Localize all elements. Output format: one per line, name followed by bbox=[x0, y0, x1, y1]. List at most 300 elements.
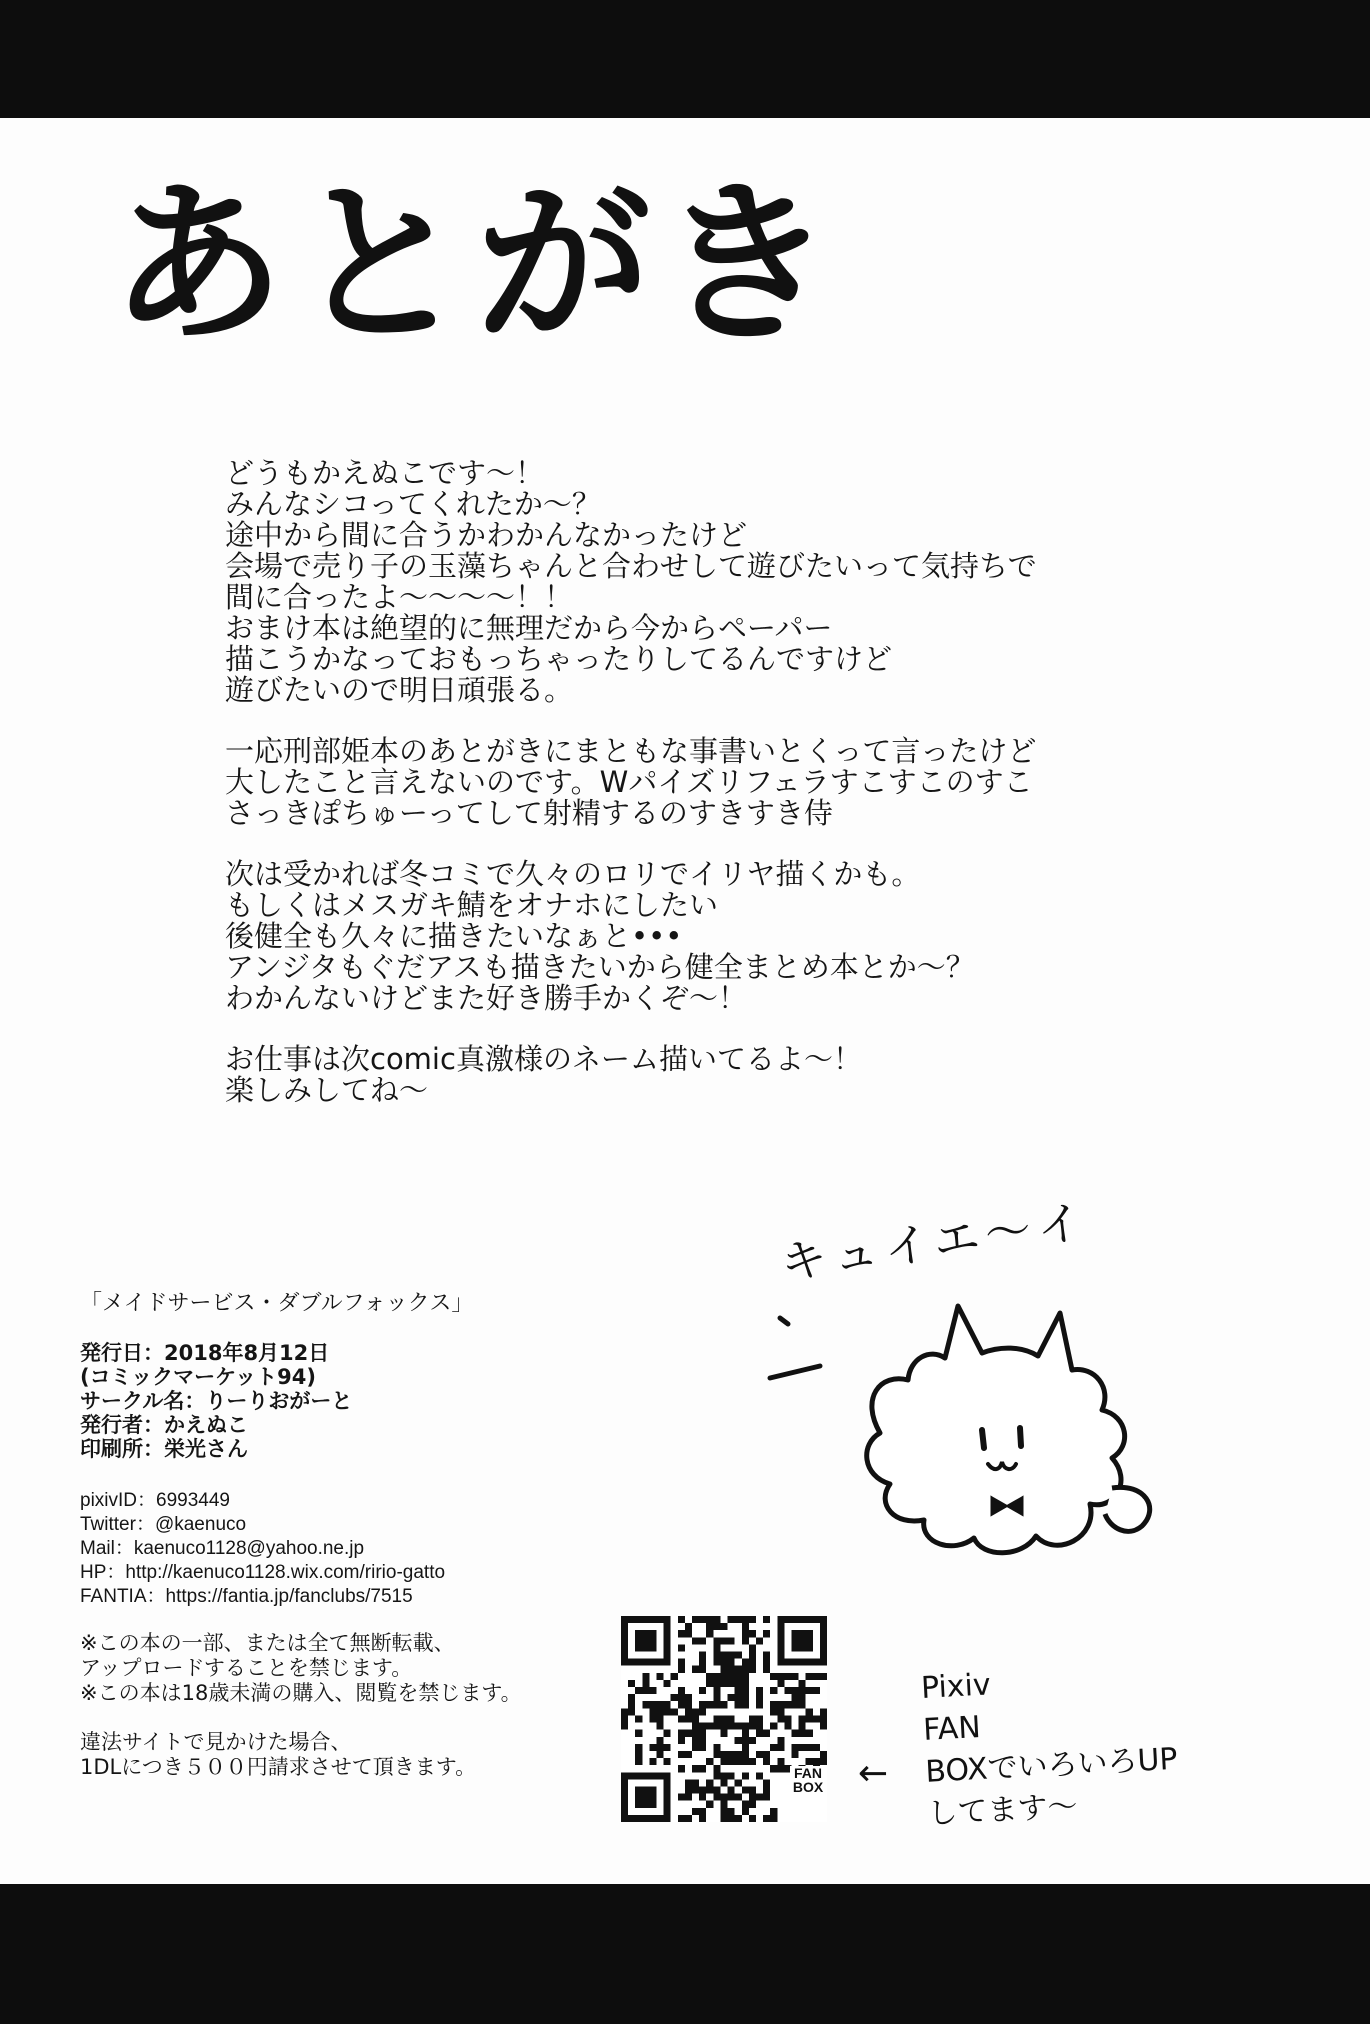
qr-module bbox=[735, 1751, 742, 1758]
qr-module bbox=[628, 1815, 635, 1822]
qr-module bbox=[784, 1687, 791, 1694]
qr-module bbox=[763, 1815, 770, 1822]
qr-module bbox=[635, 1758, 642, 1765]
qr-module bbox=[806, 1659, 813, 1666]
qr-module bbox=[621, 1652, 628, 1659]
qr-module bbox=[664, 1786, 671, 1793]
qr-module bbox=[720, 1730, 727, 1737]
qr-module bbox=[806, 1637, 813, 1644]
qr-module bbox=[728, 1772, 735, 1779]
qr-module bbox=[756, 1772, 763, 1779]
qr-module bbox=[777, 1715, 784, 1722]
qr-module bbox=[649, 1616, 656, 1623]
qr-module bbox=[784, 1616, 791, 1623]
qr-module bbox=[692, 1666, 699, 1673]
twitter-handle: Twitter：@kaenuco bbox=[80, 1514, 247, 1535]
text-line: 途中から間に合うかわかんなかったけど bbox=[225, 518, 748, 552]
qr-module bbox=[791, 1730, 798, 1737]
qr-module bbox=[784, 1723, 791, 1730]
qr-module bbox=[692, 1723, 699, 1730]
qr-module bbox=[635, 1730, 642, 1737]
qr-module bbox=[742, 1786, 749, 1793]
qr-module bbox=[813, 1673, 820, 1680]
qr-module bbox=[777, 1744, 784, 1751]
qr-module bbox=[635, 1715, 642, 1722]
qr-module bbox=[692, 1779, 699, 1786]
qr-module bbox=[635, 1630, 642, 1637]
qr-module bbox=[664, 1758, 671, 1765]
qr-module bbox=[720, 1758, 727, 1765]
page-title: あとがき bbox=[110, 164, 842, 367]
qr-module bbox=[699, 1786, 706, 1793]
qr-module bbox=[728, 1666, 735, 1673]
qr-module bbox=[777, 1701, 784, 1708]
piracy-warning bbox=[80, 1730, 680, 1780]
qr-module bbox=[642, 1794, 649, 1801]
qr-module bbox=[742, 1680, 749, 1687]
qr-module bbox=[749, 1666, 756, 1673]
qr-module bbox=[806, 1673, 813, 1680]
warning-line: 違法サイトで見かけた場合、 bbox=[80, 1730, 352, 1754]
copyright-notes bbox=[80, 1631, 680, 1706]
qr-module bbox=[699, 1744, 706, 1751]
qr-module bbox=[756, 1723, 763, 1730]
qr-module bbox=[777, 1708, 784, 1715]
qr-module bbox=[749, 1786, 756, 1793]
qr-module bbox=[699, 1701, 706, 1708]
qr-module bbox=[713, 1701, 720, 1708]
qr-module bbox=[742, 1744, 749, 1751]
qr-module bbox=[621, 1715, 628, 1722]
text-line: 一応刑部姫本のあとがきにまともな事書いとくって言ったけど bbox=[225, 734, 1037, 768]
note-line: FAN bbox=[922, 1709, 982, 1748]
qr-module bbox=[735, 1694, 742, 1701]
qr-module bbox=[621, 1772, 628, 1779]
qr-module bbox=[820, 1616, 827, 1623]
qr-module bbox=[685, 1730, 692, 1737]
qr-module bbox=[692, 1715, 699, 1722]
qr-module bbox=[742, 1659, 749, 1666]
fluffy-cat-doodle bbox=[760, 1258, 1180, 1578]
qr-module bbox=[713, 1744, 720, 1751]
qr-module bbox=[678, 1644, 685, 1651]
qr-module bbox=[799, 1616, 806, 1623]
text-line: お仕事は次comic真激様のネーム描いてるよ～！ bbox=[225, 1042, 862, 1076]
qr-module bbox=[791, 1659, 798, 1666]
qr-module bbox=[742, 1637, 749, 1644]
qr-module bbox=[678, 1666, 685, 1673]
qr-module bbox=[728, 1815, 735, 1822]
qr-module bbox=[699, 1659, 706, 1666]
qr-module bbox=[763, 1794, 770, 1801]
note-line: してます～ bbox=[926, 1788, 1079, 1832]
publication-info bbox=[80, 1341, 680, 1461]
qr-module bbox=[678, 1794, 685, 1801]
qr-module bbox=[763, 1616, 770, 1623]
qr-module bbox=[671, 1673, 678, 1680]
publisher: 発行者：かえぬこ bbox=[80, 1413, 248, 1437]
text-line: 描こうかなっておもっちゃったりしてるんですけど bbox=[225, 642, 893, 676]
qr-module bbox=[678, 1659, 685, 1666]
qr-module bbox=[728, 1694, 735, 1701]
qr-module bbox=[735, 1673, 742, 1680]
qr-module bbox=[642, 1616, 649, 1623]
qr-module bbox=[685, 1623, 692, 1630]
text-line: おまけ本は絶望的に無理だから今からペーパー bbox=[225, 611, 833, 645]
qr-module bbox=[713, 1644, 720, 1651]
qr-module bbox=[735, 1687, 742, 1694]
qr-module bbox=[664, 1630, 671, 1637]
book-title: 「メイドサービス・ダブルフォックス」 bbox=[80, 1291, 474, 1316]
qr-module bbox=[664, 1637, 671, 1644]
qr-module bbox=[664, 1652, 671, 1659]
qr-module bbox=[678, 1751, 685, 1758]
qr-module bbox=[749, 1659, 756, 1666]
qr-module bbox=[642, 1637, 649, 1644]
qr-module bbox=[820, 1630, 827, 1637]
qr-module bbox=[664, 1815, 671, 1822]
fantia-url: FANTIA：https://fantia.jp/fanclubs/7515 bbox=[80, 1586, 413, 1607]
qr-module bbox=[784, 1715, 791, 1722]
qr-module bbox=[649, 1659, 656, 1666]
qr-module bbox=[742, 1623, 749, 1630]
qr-module bbox=[642, 1772, 649, 1779]
qr-module bbox=[806, 1687, 813, 1694]
qr-module bbox=[720, 1715, 727, 1722]
qr-module bbox=[763, 1730, 770, 1737]
text-line: 楽しみしてね～ bbox=[225, 1073, 429, 1107]
qr-module bbox=[820, 1715, 827, 1722]
qr-module bbox=[699, 1794, 706, 1801]
qr-module bbox=[692, 1808, 699, 1815]
qr-module bbox=[777, 1644, 784, 1651]
qr-module bbox=[735, 1758, 742, 1765]
qr-module bbox=[720, 1808, 727, 1815]
qr-module bbox=[720, 1637, 727, 1644]
qr-module bbox=[664, 1794, 671, 1801]
qr-module bbox=[635, 1772, 642, 1779]
qr-module bbox=[770, 1673, 777, 1680]
qr-module bbox=[756, 1687, 763, 1694]
qr-module bbox=[685, 1786, 692, 1793]
qr-module bbox=[720, 1801, 727, 1808]
qr-module bbox=[657, 1744, 664, 1751]
qr-module bbox=[820, 1659, 827, 1666]
qr-module bbox=[770, 1708, 777, 1715]
qr-module bbox=[713, 1673, 720, 1680]
qr-module bbox=[756, 1694, 763, 1701]
qr-module bbox=[664, 1644, 671, 1651]
qr-module bbox=[728, 1786, 735, 1793]
qr-module bbox=[642, 1786, 649, 1793]
qr-module bbox=[720, 1794, 727, 1801]
qr-module bbox=[621, 1723, 628, 1730]
qr-module bbox=[806, 1644, 813, 1651]
qr-module bbox=[621, 1616, 628, 1623]
qr-module bbox=[649, 1744, 656, 1751]
qr-module bbox=[799, 1694, 806, 1701]
qr-module bbox=[806, 1744, 813, 1751]
qr-module bbox=[756, 1701, 763, 1708]
qr-module bbox=[685, 1630, 692, 1637]
publish-date: 発行日：2018年8月12日 bbox=[80, 1341, 330, 1365]
qr-module bbox=[742, 1758, 749, 1765]
qr-module bbox=[742, 1666, 749, 1673]
qr-module bbox=[664, 1808, 671, 1815]
afterword-body bbox=[225, 458, 1285, 1136]
qr-module bbox=[777, 1652, 784, 1659]
qr-module bbox=[770, 1808, 777, 1815]
qr-module bbox=[749, 1715, 756, 1722]
qr-module bbox=[784, 1659, 791, 1666]
paragraph-osakabehime bbox=[225, 736, 1285, 829]
qr-module bbox=[699, 1708, 706, 1715]
qr-module bbox=[678, 1765, 685, 1772]
qr-module bbox=[777, 1765, 784, 1772]
qr-module bbox=[770, 1701, 777, 1708]
qr-module bbox=[763, 1786, 770, 1793]
qr-module bbox=[635, 1801, 642, 1808]
qr-module bbox=[692, 1786, 699, 1793]
fanbox-qr-label bbox=[790, 1766, 826, 1794]
qr-module bbox=[692, 1765, 699, 1772]
qr-module bbox=[763, 1666, 770, 1673]
qr-module bbox=[799, 1715, 806, 1722]
qr-module bbox=[664, 1730, 671, 1737]
qr-module bbox=[706, 1758, 713, 1765]
qr-module bbox=[657, 1751, 664, 1758]
qr-module bbox=[763, 1779, 770, 1786]
qr-module bbox=[664, 1801, 671, 1808]
qr-module bbox=[713, 1616, 720, 1623]
qr-module bbox=[713, 1772, 720, 1779]
qr-module bbox=[742, 1673, 749, 1680]
qr-module bbox=[742, 1723, 749, 1730]
qr-module bbox=[699, 1652, 706, 1659]
qr-module bbox=[699, 1730, 706, 1737]
qr-module bbox=[735, 1737, 742, 1744]
qr-module bbox=[664, 1779, 671, 1786]
qr-module bbox=[635, 1659, 642, 1666]
qr-module bbox=[706, 1673, 713, 1680]
qr-module bbox=[706, 1801, 713, 1808]
qr-module bbox=[799, 1687, 806, 1694]
fanbox-note bbox=[920, 1649, 1288, 1836]
qr-module bbox=[713, 1751, 720, 1758]
qr-module bbox=[763, 1758, 770, 1765]
qr-module bbox=[742, 1808, 749, 1815]
qr-module bbox=[791, 1694, 798, 1701]
qr-module bbox=[770, 1687, 777, 1694]
qr-module bbox=[799, 1680, 806, 1687]
qr-module bbox=[763, 1630, 770, 1637]
qr-label-line: BOX bbox=[792, 1779, 824, 1795]
note-line: アップロードすることを禁じます。 bbox=[80, 1656, 413, 1680]
qr-module bbox=[713, 1659, 720, 1666]
qr-module bbox=[699, 1687, 706, 1694]
qr-module bbox=[621, 1786, 628, 1793]
qr-module bbox=[685, 1815, 692, 1822]
qr-module bbox=[777, 1623, 784, 1630]
qr-module bbox=[642, 1644, 649, 1651]
qr-module bbox=[742, 1687, 749, 1694]
qr-module bbox=[820, 1652, 827, 1659]
qr-module bbox=[763, 1652, 770, 1659]
qr-module bbox=[735, 1652, 742, 1659]
qr-module bbox=[749, 1630, 756, 1637]
note-line: BOXでいろいろUP bbox=[924, 1741, 1179, 1790]
qr-module bbox=[720, 1779, 727, 1786]
qr-module bbox=[678, 1715, 685, 1722]
qr-module bbox=[621, 1623, 628, 1630]
qr-module bbox=[820, 1708, 827, 1715]
qr-module bbox=[621, 1630, 628, 1637]
text-line: 間に合ったよ～～～～！！ bbox=[225, 580, 574, 614]
qr-module bbox=[728, 1751, 735, 1758]
qr-module bbox=[763, 1659, 770, 1666]
qr-module bbox=[699, 1808, 706, 1815]
qr-module bbox=[791, 1630, 798, 1637]
qr-module bbox=[728, 1673, 735, 1680]
qr-module bbox=[642, 1673, 649, 1680]
qr-module bbox=[706, 1701, 713, 1708]
text-line: 遊びたいので明日頑張る。 bbox=[225, 673, 574, 707]
qr-module bbox=[742, 1616, 749, 1623]
qr-module bbox=[777, 1673, 784, 1680]
qr-module bbox=[649, 1644, 656, 1651]
qr-module bbox=[728, 1659, 735, 1666]
qr-module bbox=[735, 1666, 742, 1673]
qr-module bbox=[720, 1673, 727, 1680]
qr-module bbox=[685, 1779, 692, 1786]
qr-module bbox=[791, 1744, 798, 1751]
qr-module bbox=[813, 1659, 820, 1666]
qr-module bbox=[813, 1744, 820, 1751]
paragraph-greeting bbox=[225, 458, 1285, 706]
qr-module bbox=[635, 1786, 642, 1793]
qr-module bbox=[735, 1815, 742, 1822]
qr-module bbox=[749, 1644, 756, 1651]
qr-module bbox=[720, 1723, 727, 1730]
qr-module bbox=[791, 1673, 798, 1680]
qr-module bbox=[749, 1794, 756, 1801]
qr-module bbox=[791, 1687, 798, 1694]
qr-module bbox=[728, 1723, 735, 1730]
qr-module bbox=[621, 1659, 628, 1666]
qr-module bbox=[671, 1708, 678, 1715]
qr-module bbox=[657, 1737, 664, 1744]
qr-module bbox=[621, 1794, 628, 1801]
text-line: どうもかえぬこです～！ bbox=[225, 456, 545, 490]
qr-module bbox=[713, 1652, 720, 1659]
qr-module bbox=[820, 1723, 827, 1730]
pixiv-id: pixivID：6993449 bbox=[80, 1490, 230, 1511]
qr-module bbox=[713, 1623, 720, 1630]
qr-module bbox=[728, 1680, 735, 1687]
qr-module bbox=[791, 1644, 798, 1651]
qr-module bbox=[692, 1744, 699, 1751]
qr-module bbox=[799, 1644, 806, 1651]
qr-module bbox=[770, 1723, 777, 1730]
qr-module bbox=[706, 1623, 713, 1630]
qr-module bbox=[621, 1801, 628, 1808]
qr-module bbox=[713, 1680, 720, 1687]
note-line: Pixiv bbox=[920, 1667, 992, 1706]
qr-module bbox=[728, 1652, 735, 1659]
note-line: ※この本の一部、または全て無断転載、 bbox=[80, 1631, 455, 1655]
text-line: 会場で売り子の玉藻ちゃんと合わせして遊びたいって気持ちで bbox=[225, 549, 1037, 583]
qr-module bbox=[784, 1701, 791, 1708]
qr-module bbox=[735, 1616, 742, 1623]
qr-module bbox=[806, 1630, 813, 1637]
motion-lines bbox=[770, 1318, 820, 1378]
qr-module bbox=[706, 1616, 713, 1623]
afterword-page bbox=[0, 118, 1370, 1884]
qr-module bbox=[713, 1715, 720, 1722]
qr-module bbox=[728, 1637, 735, 1644]
qr-module bbox=[649, 1715, 656, 1722]
qr-module bbox=[777, 1758, 784, 1765]
paragraph-next-plans bbox=[225, 859, 1285, 1014]
qr-module bbox=[777, 1737, 784, 1744]
qr-module bbox=[735, 1680, 742, 1687]
arrow-left-icon: ← bbox=[858, 1753, 889, 1794]
qr-module bbox=[678, 1730, 685, 1737]
qr-module bbox=[649, 1708, 656, 1715]
qr-module bbox=[728, 1616, 735, 1623]
qr-module bbox=[720, 1666, 727, 1673]
qr-module bbox=[777, 1616, 784, 1623]
qr-module bbox=[756, 1730, 763, 1737]
qr-module bbox=[706, 1630, 713, 1637]
qr-module bbox=[720, 1772, 727, 1779]
qr-module bbox=[720, 1815, 727, 1822]
qr-module bbox=[820, 1751, 827, 1758]
qr-module bbox=[635, 1616, 642, 1623]
qr-module bbox=[777, 1637, 784, 1644]
qr-module bbox=[635, 1815, 642, 1822]
qr-module bbox=[799, 1744, 806, 1751]
qr-module bbox=[649, 1794, 656, 1801]
qr-module bbox=[642, 1815, 649, 1822]
qr-module bbox=[664, 1659, 671, 1666]
qr-module bbox=[749, 1616, 756, 1623]
contact-list bbox=[80, 1489, 680, 1609]
qr-module bbox=[799, 1730, 806, 1737]
qr-module bbox=[699, 1765, 706, 1772]
warning-line: 1DLにつき５００円請求させて頂きます。 bbox=[80, 1755, 477, 1779]
qr-module bbox=[706, 1680, 713, 1687]
qr-module bbox=[657, 1815, 664, 1822]
qr-module bbox=[635, 1637, 642, 1644]
qr-module bbox=[678, 1737, 685, 1744]
homepage-url: HP：http://kaenuco1128.wix.com/ririo-gatto bbox=[80, 1562, 446, 1583]
qr-module bbox=[820, 1673, 827, 1680]
qr-module bbox=[813, 1616, 820, 1623]
qr-module bbox=[642, 1630, 649, 1637]
qr-module bbox=[777, 1680, 784, 1687]
qr-module bbox=[699, 1616, 706, 1623]
qr-module bbox=[649, 1630, 656, 1637]
qr-module bbox=[649, 1687, 656, 1694]
paragraph-work bbox=[225, 1044, 1285, 1106]
qr-module bbox=[635, 1794, 642, 1801]
cat-tail bbox=[1105, 1487, 1150, 1531]
qr-module bbox=[642, 1680, 649, 1687]
qr-module bbox=[657, 1772, 664, 1779]
qr-module bbox=[791, 1616, 798, 1623]
qr-module bbox=[642, 1701, 649, 1708]
